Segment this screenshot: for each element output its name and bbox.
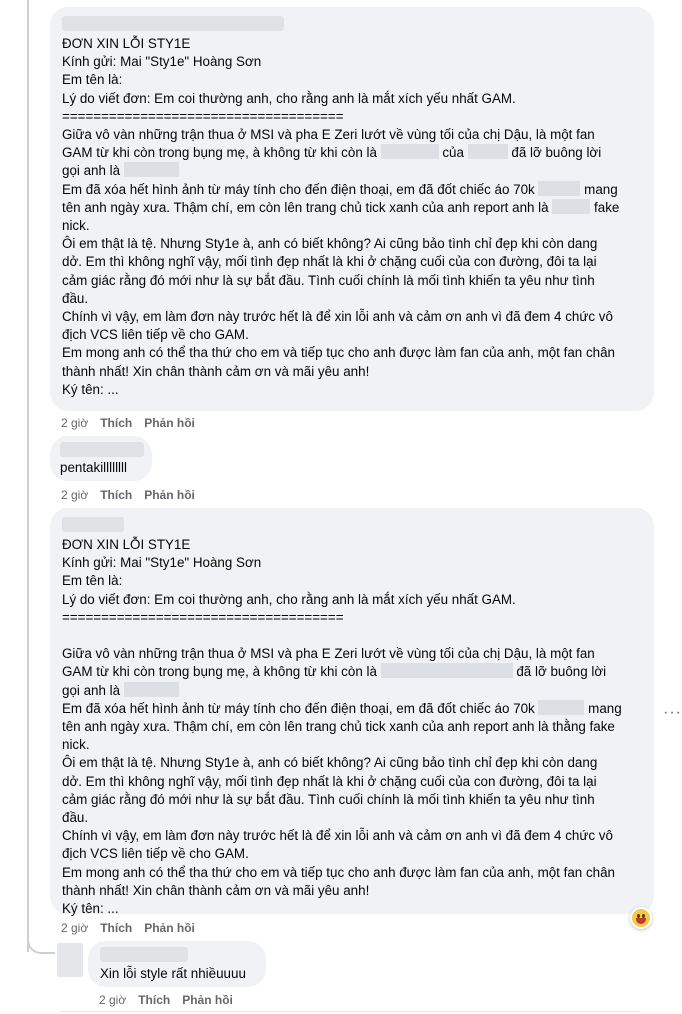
comment-actions [99,993,245,1007]
comment-text: fake [590,199,620,215]
comment-text: ĐƠN XIN LỖI STY1E [62,36,191,51]
comment-text: ĐƠN XIN LỖI STY1E [62,537,191,552]
redacted-text [538,181,580,196]
comment-line [62,253,642,271]
commenter-name-redacted[interactable] [100,947,188,962]
divider [60,1011,640,1012]
comment-line [62,809,642,827]
comment-text: Ký tên: ... [62,901,119,917]
redacted-text [468,144,508,159]
comment-line [62,290,642,308]
comment-text: mang [584,700,622,716]
comment-actions [61,416,207,430]
comment-text: cảm giác rằng đó mới như là sự bắt đầu. Tình cuối chính là mối tình khiến ta yêu như tình [62,791,595,807]
comment-text: Giữa vô vàn những trận thua ở MSI và pha E Zeri lướt về vùng tối của chị Dậu, là một fan [62,646,595,662]
comment [50,508,654,917]
comment-line [62,754,642,772]
comment-line [62,326,642,344]
comment-bubble [88,941,266,987]
comment-line [62,645,642,663]
comment-text: Kính gửi: Mai "Sty1e" Hoàng Sơn [62,555,262,571]
comment-text: thành nhất! Xin chân thành cảm ơn và mãi yêu anh! [62,882,370,898]
comment-line [62,53,642,71]
comment-line [62,554,642,572]
comment-line [62,144,642,162]
comment-line [62,900,642,918]
comment-text: Lý do viết đơn: Em coi thường anh, cho rằng anh là mắt xích yếu nhất GAM. [62,90,516,106]
comment-text: Em tên là: [62,72,123,88]
comment-line [62,882,642,900]
comment-line [62,126,642,144]
comment-text: Em tên là: [62,573,123,589]
reply-button[interactable]: Phản hồi [144,416,195,430]
comment-time[interactable]: 2 giờ [61,488,89,502]
commenter-name-redacted[interactable] [62,517,124,532]
comment-text: Em mong anh có thể tha thứ cho em và tiếp tục cho anh được làm fan của anh, một fan chân [62,345,615,361]
redacted-text [381,144,439,159]
comment-line [62,90,642,108]
comment-text: Em đã xóa hết hình ảnh từ máy tính cho đến điện thoại, em đã đốt chiếc áo 70k [62,181,539,197]
comment-bubble [50,508,654,917]
comment-line [62,663,642,681]
like-button[interactable]: Thích [100,488,133,502]
comment-line [62,609,642,627]
comment-body [100,965,254,983]
redacted-text [538,700,584,715]
reply-connector [27,930,55,954]
comment-text: dở. Em thì không nghĩ vậy, mối tình đẹp nhất là khi ở chặng cuối của con đường, đôi ta lại [62,773,597,789]
like-button[interactable]: Thích [100,921,133,935]
comment-text: tên anh ngày xưa. Thậm chí, em còn lên trang chủ tick xanh của anh report anh là [62,199,553,215]
comment-text: đã lỡ buông lời [512,664,607,680]
redacted-text [124,162,179,177]
comment-bubble [50,7,654,411]
comment-line [62,162,642,180]
commenter-name-redacted[interactable] [62,16,284,31]
comment-line [62,682,642,700]
comment-text: thành nhất! Xin chân thành cảm ơn và mãi yêu anh! [62,363,370,379]
comment-line [62,791,642,809]
comment-text: GAM từ khi còn trong bụng mẹ, à không từ khi còn là [62,664,381,680]
comment-time[interactable]: 2 giờ [61,416,89,430]
comment-text: Em mong anh có thể tha thứ cho em và tiếp tục cho anh được làm fan của anh, một fan chân [62,864,615,880]
comment-body [62,536,642,918]
comment-line [62,572,642,590]
comment-line [62,827,642,845]
comment [88,941,266,987]
comment-actions [61,921,207,935]
comment-text: dở. Em thì không nghĩ vậy, mối tình đẹp nhất là khi ở chặng cuối của con đường, đôi ta lại [62,254,597,270]
comment-line [62,864,642,882]
comment-text: Ôi em thật là tệ. Nhưng Sty1e à, anh có biết không? Ai cũng bảo tình chỉ đẹp khi còn dang [62,236,598,252]
comment-actions [61,488,207,502]
comment-body [60,459,142,477]
comment-line [62,235,642,253]
more-horizontal-icon[interactable]: ··· [663,704,682,721]
comment-text: Ôi em thật là tệ. Nhưng Sty1e à, anh có biết không? Ai cũng bảo tình chỉ đẹp khi còn dang [62,755,598,771]
comment-text: địch VCS liên tiếp về cho GAM. [62,327,249,343]
comment-text: đã lỡ buông lời [507,145,602,161]
comment-line [62,71,642,89]
comment-line [62,718,642,736]
comment-line [62,181,642,199]
comment-line [62,736,642,754]
comment-line [62,700,642,718]
comment-text: GAM từ khi còn trong bụng mẹ, à không từ khi còn là [62,145,381,161]
comment [50,7,654,411]
comment-text: gọi anh là [62,682,124,698]
comment-line [62,217,642,235]
comment-line [100,965,254,983]
comment-text: pentakillllllll [60,460,127,475]
comment-text: ==================================== [62,609,344,625]
comment-text: Em đã xóa hết hình ảnh từ máy tính cho đến điện thoại, em đã đốt chiếc áo 70k [62,700,539,716]
comment-text: đầu. [62,290,89,306]
comment [50,436,152,481]
comment-line [62,773,642,791]
comment-body [62,35,642,399]
comment-text: của [438,145,468,161]
comment-bubble [50,436,152,481]
comment-text: mang [580,181,618,197]
comment-text: ==================================== [62,108,344,124]
comment-text: đầu. [62,810,89,826]
comment-line [62,381,642,399]
comment-line [62,35,642,53]
redacted-text [381,663,513,678]
comment-line [62,627,642,645]
comment-line [62,536,642,554]
comment-text: Ký tên: ... [62,381,119,397]
avatar[interactable] [57,943,83,977]
comment-text: nick. [62,737,90,753]
comment-line [60,459,142,477]
comment-text: Lý do viết đơn: Em coi thường anh, cho rằng anh là mắt xích yếu nhất GAM. [62,591,516,607]
comment-text: Kính gửi: Mai "Sty1e" Hoàng Sơn [62,54,262,70]
reply-button[interactable]: Phản hồi [144,921,195,935]
reply-button[interactable]: Phản hồi [182,993,233,1007]
redacted-text [552,199,590,214]
comment-text: Xin lỗi style rất nhiềuuuu [100,966,246,981]
comment-line [62,199,642,217]
comment-time[interactable]: 2 giờ [99,993,127,1007]
reply-button[interactable]: Phản hồi [144,488,195,502]
comment-time[interactable]: 2 giờ [61,921,89,935]
like-button[interactable]: Thích [100,416,133,430]
comment-text: Giữa vô vàn những trận thua ở MSI và pha E Zeri lướt về vùng tối của chị Dậu, là một fan [62,127,595,143]
comment-line [62,108,642,126]
comment-line [62,845,642,863]
comment-text: Chính vì vậy, em làm đơn này trước hết là để xin lỗi anh và cảm ơn anh vì đã đem 4 chức vô [62,828,613,844]
comment-text: gọi anh là [62,163,124,179]
comment-text: địch VCS liên tiếp về cho GAM. [62,846,249,862]
comment-text: cảm giác rằng đó mới như là sự bắt đầu. Tình cuối chính là mối tình khiến ta yêu như tình [62,272,595,288]
comment-text: nick. [62,218,90,234]
commenter-name-redacted[interactable] [60,442,144,457]
grinning-face-icon[interactable] [630,907,652,929]
thread-line [27,0,29,952]
like-button[interactable]: Thích [138,993,171,1007]
comment-line [62,344,642,362]
comment-line [62,591,642,609]
comment-text: tên anh ngày xưa. Thậm chí, em còn lên trang chủ tick xanh của anh report anh là thằng fake [62,719,615,735]
comment-text: Chính vì vậy, em làm đơn này trước hết là để xin lỗi anh và cảm ơn anh vì đã đem 4 chức vô [62,309,613,325]
redacted-text [124,682,179,697]
comment-line [62,363,642,381]
comment-line [62,272,642,290]
comment-line [62,308,642,326]
